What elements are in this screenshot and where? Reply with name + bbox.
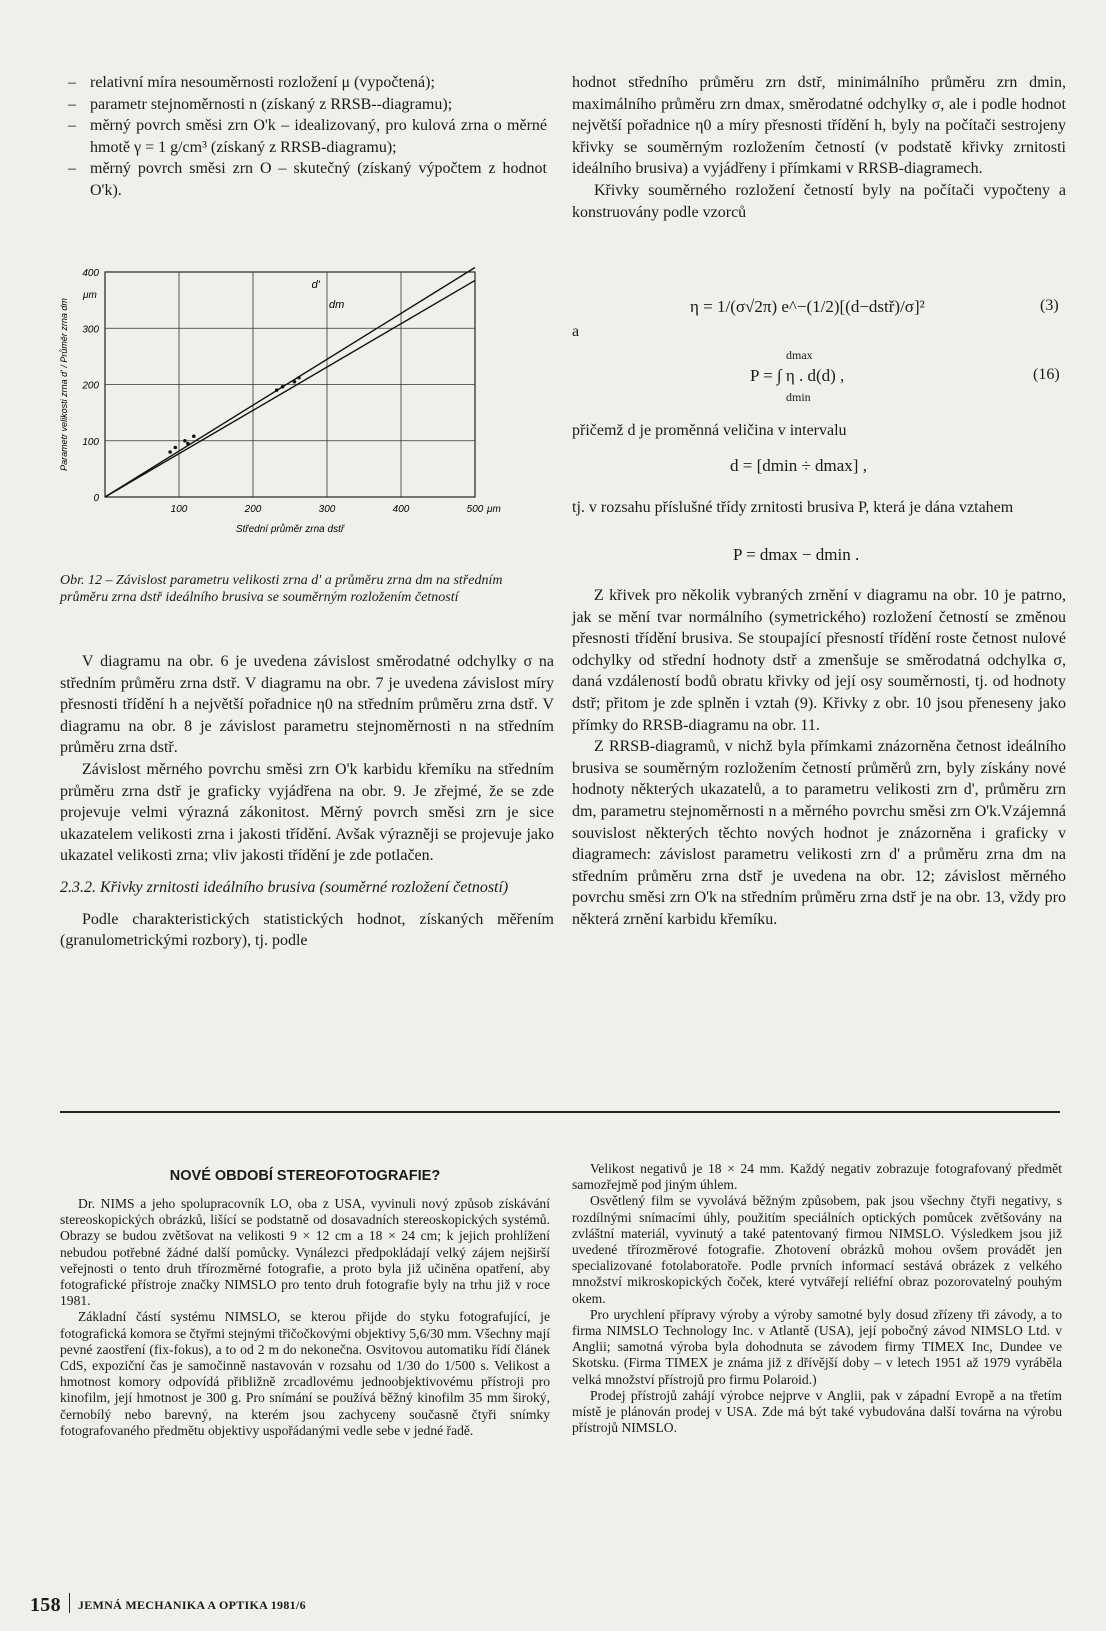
right-top — [572, 72, 1066, 223]
y-tick-label: 100 — [82, 436, 99, 448]
paragraph: Z křivek pro několik vybraných zrnění v diagramu na obr. 10 je patrno, jak se mění tvar normálního (symetrického) rozložení četností se změnou přesnosti třídění brusiva. Se stoupající přesností třídění roste četnost nulové odchylky od střední hodnoty dstř a zmenšuje se směrodatná odchylka σ, daná vzdáleností bodů obratu křivky od její osy souměrnosti, tj. od hodnoty dstř; přitom je zde splněn i vztah (9). Křivky z obr. 10 jsou přeneseny jako přímky do RRSB-diagramu na obr. 11. — [572, 587, 1066, 734]
x-unit-label: μm — [487, 504, 501, 515]
right-mid — [572, 420, 1066, 442]
paragraph: Závislost měrného povrchu směsi zrn O'k karbidu křemíku na středním průměru zrna dstř je graficky vyjádřena na obr. 9. Je zřejmé, že se zde projevuje velmi výrazná zákonitost. Měrný povrch směsi zrn je sice ukazatelem velikosti zrna i jakosti třídění. Avšak výrazněji se projevuje jako ukazatel velikosti zrna; vliv jakosti třídění je zde potlačen. — [60, 760, 554, 865]
section-heading: 2.3.2. Křivky zrnitosti ideálního brusiva (souměrné rozložení četností) — [60, 878, 509, 896]
data-point — [281, 385, 285, 389]
x-axis-label: Střední průměr zrna dstř — [235, 524, 345, 535]
equation-interval: d = [dmin ÷ dmax] , — [730, 456, 867, 475]
series-label-dm: dm — [329, 299, 345, 311]
integral-lower: dmin — [786, 390, 811, 404]
right-body — [572, 585, 1066, 931]
equation-p: P = dmax − dmin . — [733, 545, 860, 564]
right-mid2 — [572, 497, 1066, 519]
left-bullet-list — [68, 72, 547, 202]
series-line-d-prime — [105, 268, 475, 498]
article-right — [572, 1161, 1062, 1436]
footer-divider — [69, 1593, 70, 1613]
section-divider — [60, 1111, 1060, 1113]
page-footer — [30, 1593, 306, 1617]
integral-upper: dmax — [786, 348, 813, 362]
x-tick-label: 500 — [466, 504, 484, 515]
equation-number: (3) — [1040, 297, 1059, 314]
x-tick-label: 100 — [170, 504, 188, 515]
paragraph: V diagramu na obr. 6 je uvedena závislost směrodatné odchylky σ na středním průměru zrna dstř. V diagramu na obr. 7 je uvedena závislost míry přesnosti třídění h a největší pořadnice η0 na středním průměru zrna dstř. V diagramu na obr. 8 je závislost parametru stejnoměrnosti n na středním průměru zrna dstř. — [60, 653, 554, 757]
y-unit-label: μm — [83, 290, 97, 301]
figure-caption: Obr. 12 – Závislost parametru velikosti zrna d' a průměru zrna dm na středním průměru zrna dstř ideálního brusiva se souměrným rozložením četností — [60, 573, 503, 605]
left-body — [60, 651, 554, 952]
x-tick-label: 200 — [244, 504, 262, 515]
series-label-d-prime: d' — [311, 278, 320, 291]
paragraph: Dr. NIMS a jeho spolupracovník LO, oba z USA, vyvinuli nový způsob získávání stereoskopických obrázků, lišící se podstatně od dosavadních stereoskopických systémů. Obrazy se budou zvětšovat na velikosti 9 × 12 cm a 18 × 24 cm; k jejich prohlížení nebudou potřebné žádné další pomůcky. Vynálezci předpokládají velký zájem nejširší veřejnosti o tento druh třírozměrné fotografie, a proto byla již učiněna opatření, aby fotografické přístroje značky NIMSLO pro tento druh fotografie byly na trhu již v roce 1981. — [60, 1196, 550, 1309]
y-axis-label: Parametr velikosti zrna d' / Průměr zrna dm — [59, 298, 69, 471]
chart-obr-12 — [55, 262, 555, 562]
page-number: 158 — [30, 1594, 61, 1616]
equation-number: (16) — [1033, 366, 1060, 383]
article-left — [60, 1168, 550, 1439]
journal-name: JEMNÁ MECHANIKA A OPTIKA 1981/6 — [77, 1598, 306, 1612]
paragraph: tj. v rozsahu příslušné třídy zrnitosti brusiva P, která je dána vztahem — [572, 499, 1014, 516]
paragraph: hodnot středního průměru zrn dstř, minimálního průměru zrn dmin, maximálního průměru zrn dmax, směrodatné odchylky σ, ale i podle hodnot největší pořadnice η0 a míry přesnosti třídění h, byly na počítači sestrojeny křivky se souměrným rozložením četností (v podstatě křivky zrnitosti ideálního brusiva) a vyjádřeny i přímkami v RRSB-diagramech. — [572, 74, 1066, 178]
paragraph: Křivky souměrného rozložení četností byly na počítači vypočteny a konstruovány podle vzorců — [572, 181, 1066, 221]
paragraph: Z RRSB-diagramů, v nichž byla přímkami znázorněna četnost ideálního brusiva se souměrným rozložením četností průměrů zrn, byly získány nové hodnoty některých ukazatelů, a to parametru velikosti zrn d', průměru zrn dm, parametru stejnoměrnosti n a měrného povrchu směsi zrn O'k.Vzájemná souvislost některých těchto nových hodnot je znázorněna i graficky v diagramech: závislost parametru velikosti zrn d' a průměru zrna dm na středním průměru zrna dstř je uvedena na obr. 12; závislost měrného povrchu směsi zrn O'k na středním průměru zrna dstř je na obr. 13, vždy pro některá zrnění karbidu křemíku. — [572, 738, 1066, 928]
paragraph: Osvětlený film se vyvolává běžným způsobem, pak jsou všechny čtyři negativy, s rozdílnými snímacími úhly, použitím speciálních optických pomůcek zvětšovány na zvláštní materiál, vyvinutý a také patentovaný firmou NIMSLO. Výsledkem jsou již uvedené třírozměrové fotografie. Zhotovení obrázků mohou ovšem provádět jen specializované fotolaboratoře. Podle prvních informací sestává obrázek z velkého množství mikroskopických čoček, které vytvářejí reliéfní obraz pozorovatelný pouhým okem. — [572, 1193, 1062, 1306]
data-point — [168, 450, 172, 454]
paragraph: Podle charakteristických statistických hodnot, získaných měřením (granulometrickými rozbory), tj. podle — [60, 910, 554, 950]
data-point — [275, 388, 279, 392]
data-point — [186, 442, 190, 446]
paragraph: Základní částí systému NIMSLO, se kterou přijde do styku fotografující, je fotografická komora se čtyřmi stejnými třičočkovými objektivy 5,6/30 mm. Všechny mají pevné zaostření (fix-fokus), a to od 2 m do nekonečna. Osvitovou automatiku řídí článek CdS, expoziční čas je samočinně nastavován v rozsahu od 1/30 do 1/500 s. Velikost a hmotnost komory odpovídá přibližně zrcadlovému jednoobjektivovému přístroji pro kinofilm, její hmotnost je 300 g. Pro snímání se používá běžný kinofilm 35 mm široký, černobílý nebo barevný, na kterém jsou zachyceny současně čtyři snímky fotografovaného předmětu objektivy uspořádanými vedle sebe v jedné řadě. — [60, 1309, 550, 1438]
article-title: NOVÉ OBDOBÍ STEREOFOTOGRAFIE? — [169, 1168, 441, 1184]
bullet-item: – relativní míra nesouměrnosti rozložení μ (vypočtená); — [68, 74, 435, 91]
data-point — [174, 446, 178, 450]
y-tick-label: 200 — [82, 380, 99, 392]
x-tick-label: 300 — [318, 504, 336, 515]
paragraph: Prodej přístrojů zahájí výrobce nejprve v Anglii, pak v západní Evropě a na třetím místě je plánován prodej v USA. Zde má být také vybudována další továrna na výrobu přístrojů NIMSLO. — [572, 1387, 1062, 1436]
data-point — [293, 380, 297, 384]
connector-a: a — [572, 323, 580, 340]
data-point — [192, 434, 196, 438]
series-line-dm — [105, 280, 475, 497]
bullet-item: – měrný povrch směsi zrn O – skutečný (získaný výpočtem z hodnot O'k). — [68, 160, 547, 199]
data-point — [183, 439, 187, 443]
bullet-item: – měrný povrch směsi zrn O'k – idealizovaný, pro kulová zrna o měrné hmotě γ = 1 g/cm³ (získaný z RRSB-diagramu); — [68, 117, 547, 156]
equation-3: η = 1/(σ√2π) e^−(1/2)[(d−dstř)/σ]² — [690, 297, 925, 316]
paragraph: Pro urychlení přípravy výroby a výroby samotné byly dosud zřízeny tři závody, a to firma NIMSLO Technology Inc. v Atlantě (USA), její pobočný závod NIMSLO Ltd. v Anglii; samotná výroba byla dohodnuta se závodem firmy TIMEX Inc, Dundee ve Skotsku. (Firma TIMEX je známa již z dřívější doby – v letech 1951 až 1979 vyráběla velká množství přístrojů pro firmu Polaroid.) — [572, 1306, 1062, 1387]
data-point — [297, 376, 301, 380]
x-tick-label: 400 — [392, 504, 410, 515]
equation-16: P = ∫ η . d(d) , — [750, 366, 845, 385]
paragraph: přičemž d je proměnná veličina v intervalu — [572, 422, 847, 439]
bullet-item: – parametr stejnoměrnosti n (získaný z RRSB--diagramu); — [68, 95, 453, 113]
paragraph: Velikost negativů je 18 × 24 mm. Každý negativ zobrazuje fotografovaný předmět samozřejmě pod jiným úhlem. — [572, 1161, 1062, 1193]
y-tick-label: 300 — [82, 324, 99, 336]
y-tick-label: 400 — [82, 268, 99, 279]
y-tick-label: 0 — [93, 493, 99, 504]
